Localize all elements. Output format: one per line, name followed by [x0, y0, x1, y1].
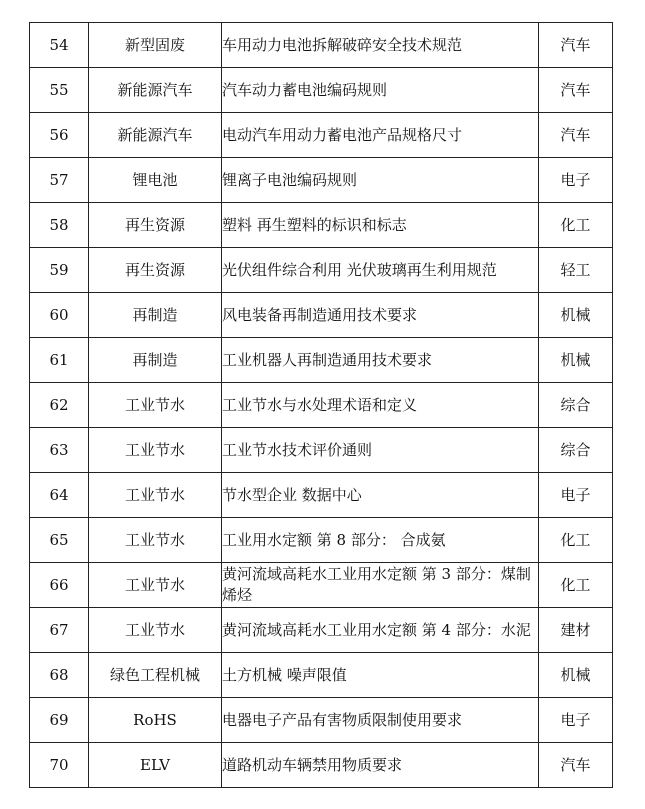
industry-cell: [539, 608, 613, 653]
table-row: [30, 698, 613, 743]
industry-text: 综合: [560, 395, 591, 414]
row-number-cell: [30, 698, 89, 743]
row-number-cell: [30, 113, 89, 158]
category-text: 再制造: [132, 350, 178, 369]
industry-cell: [539, 23, 613, 68]
industry-text: 机械: [560, 305, 591, 324]
industry-text: 电子: [560, 485, 591, 504]
category-cell: [89, 383, 222, 428]
table-row: [30, 743, 613, 788]
industry-cell: [539, 203, 613, 248]
category-cell: [89, 608, 222, 653]
industry-cell: [539, 653, 613, 698]
row-number-cell: [30, 338, 89, 383]
industry-text: 汽车: [560, 755, 591, 774]
row-number-text: 63: [49, 440, 69, 459]
standards-table: [29, 22, 613, 788]
industry-cell: [539, 743, 613, 788]
row-number-text: 56: [49, 125, 69, 144]
standard-name-cell: [222, 293, 539, 338]
row-number-text: 65: [49, 530, 69, 549]
category-cell: [89, 113, 222, 158]
row-number-text: 67: [49, 620, 69, 639]
industry-text: 汽车: [560, 80, 591, 99]
category-text: 工业节水: [124, 485, 185, 504]
standard-name-cell: [222, 608, 539, 653]
standard-name-text: 电动汽车用动力蓄电池产品规格尺寸: [222, 125, 463, 144]
industry-cell: [539, 698, 613, 743]
category-text: 新能源汽车: [117, 80, 193, 99]
industry-text: 汽车: [560, 125, 591, 144]
row-number-text: 69: [49, 710, 69, 729]
standard-name-text: 电器电子产品有害物质限制使用要求: [222, 710, 463, 729]
industry-text: 汽车: [560, 35, 591, 54]
row-number-cell: [30, 68, 89, 113]
standard-name-cell: [222, 653, 539, 698]
category-cell: [89, 653, 222, 698]
row-number-cell: [30, 473, 89, 518]
category-text: 工业节水: [124, 440, 185, 459]
row-number-cell: [30, 383, 89, 428]
table-row: [30, 653, 613, 698]
category-cell: [89, 248, 222, 293]
row-number-text: 68: [49, 665, 69, 684]
category-cell: [89, 293, 222, 338]
standard-name-text: 塑料 再生塑料的标识和标志: [222, 215, 407, 234]
industry-text: 电子: [560, 710, 591, 729]
industry-text: 化工: [560, 530, 591, 549]
row-number-cell: [30, 248, 89, 293]
standard-name-text: 工业用水定额 第 8 部分： 合成氨: [222, 530, 446, 549]
row-number-text: 55: [49, 80, 69, 99]
row-number-cell: [30, 518, 89, 563]
industry-cell: [539, 68, 613, 113]
standard-name-cell: [222, 383, 539, 428]
industry-cell: [539, 383, 613, 428]
industry-cell: [539, 158, 613, 203]
table-row: [30, 338, 613, 383]
industry-cell: [539, 473, 613, 518]
table-row: [30, 293, 613, 338]
row-number-cell: [30, 158, 89, 203]
table-row: [30, 248, 613, 293]
standard-name-text: 光伏组件综合利用 光伏玻璃再生利用规范: [222, 260, 497, 279]
standard-name-cell: [222, 698, 539, 743]
standard-name-cell: [222, 203, 539, 248]
row-number-text: 64: [49, 485, 69, 504]
table-row: [30, 608, 613, 653]
row-number-cell: [30, 743, 89, 788]
standard-name-text: 风电装备再制造通用技术要求: [222, 305, 418, 324]
standard-name-text: 汽车动力蓄电池编码规则: [222, 80, 388, 99]
category-cell: [89, 428, 222, 473]
standard-name-text: 黄河流域高耗水工业用水定额 第 4 部分：水泥: [222, 620, 531, 639]
row-number-text: 54: [49, 35, 69, 54]
industry-cell: [539, 518, 613, 563]
row-number-cell: [30, 23, 89, 68]
industry-text: 建材: [560, 620, 591, 639]
standard-name-text: 工业节水技术评价通则: [222, 440, 373, 459]
industry-text: 机械: [560, 665, 591, 684]
row-number-text: 70: [49, 755, 69, 774]
category-text: 工业节水: [124, 575, 185, 594]
row-number-text: 62: [49, 395, 69, 414]
standard-name-cell: [222, 743, 539, 788]
standard-name-cell: [222, 158, 539, 203]
category-text: 新能源汽车: [117, 125, 193, 144]
category-cell: [89, 518, 222, 563]
category-text: 工业节水: [124, 620, 185, 639]
category-cell: [89, 338, 222, 383]
category-text: 再制造: [132, 305, 178, 324]
table-row: [30, 383, 613, 428]
category-text: 工业节水: [124, 395, 185, 414]
row-number-cell: [30, 293, 89, 338]
row-number-cell: [30, 203, 89, 248]
standard-name-cell: [222, 248, 539, 293]
category-cell: [89, 158, 222, 203]
industry-text: 化工: [560, 575, 591, 594]
row-number-cell: [30, 608, 89, 653]
industry-cell: [539, 293, 613, 338]
category-text: 锂电池: [132, 170, 178, 189]
row-number-text: 59: [49, 260, 69, 279]
category-text: 新型固废: [124, 35, 185, 54]
category-cell: [89, 473, 222, 518]
industry-text: 电子: [560, 170, 591, 189]
category-text: 工业节水: [124, 530, 185, 549]
table-row: [30, 23, 613, 68]
industry-cell: [539, 248, 613, 293]
row-number-text: 60: [49, 305, 69, 324]
table-row: [30, 158, 613, 203]
industry-cell: [539, 338, 613, 383]
standard-name-text: 工业机器人再制造通用技术要求: [222, 350, 433, 369]
category-cell: [89, 698, 222, 743]
industry-cell: [539, 113, 613, 158]
industry-text: 化工: [560, 215, 591, 234]
row-number-cell: [30, 653, 89, 698]
standard-name-text: 土方机械 噪声限值: [222, 665, 347, 684]
standard-name-cell: [222, 23, 539, 68]
table-row: [30, 473, 613, 518]
industry-cell: [539, 428, 613, 473]
industry-text: 机械: [560, 350, 591, 369]
standard-name-cell: [222, 68, 539, 113]
table-row: [30, 428, 613, 473]
standard-name-text: 节水型企业 数据中心: [222, 485, 362, 504]
standard-name-text: 黄河流域高耗水工业用水定额 第 3 部分：煤制烯烃: [222, 565, 531, 604]
standard-name-cell: [222, 428, 539, 473]
row-number-text: 57: [49, 170, 69, 189]
standards-table-body: [30, 23, 613, 788]
category-text: 再生资源: [124, 260, 185, 279]
row-number-text: 58: [49, 215, 69, 234]
table-row: [30, 113, 613, 158]
row-number-text: 61: [49, 350, 69, 369]
standard-name-cell: [222, 338, 539, 383]
category-text: 绿色工程机械: [109, 665, 200, 684]
table-row: [30, 68, 613, 113]
standard-name-cell: [222, 563, 539, 608]
table-row: [30, 563, 613, 608]
category-cell: [89, 743, 222, 788]
category-cell: [89, 68, 222, 113]
standard-name-cell: [222, 473, 539, 518]
standard-name-text: 道路机动车辆禁用物质要求: [222, 755, 403, 774]
category-text: RoHS: [133, 710, 177, 729]
row-number-text: 66: [49, 575, 69, 594]
category-text: ELV: [140, 755, 170, 774]
industry-text: 综合: [560, 440, 591, 459]
table-row: [30, 518, 613, 563]
industry-cell: [539, 563, 613, 608]
standard-name-text: 锂离子电池编码规则: [222, 170, 358, 189]
category-cell: [89, 563, 222, 608]
standard-name-cell: [222, 113, 539, 158]
row-number-cell: [30, 563, 89, 608]
category-cell: [89, 23, 222, 68]
standard-name-cell: [222, 518, 539, 563]
standard-name-text: 车用动力电池拆解破碎安全技术规范: [222, 35, 463, 54]
industry-text: 轻工: [560, 260, 591, 279]
standard-name-text: 工业节水与水处理术语和定义: [222, 395, 418, 414]
table-row: [30, 203, 613, 248]
row-number-cell: [30, 428, 89, 473]
category-cell: [89, 203, 222, 248]
category-text: 再生资源: [124, 215, 185, 234]
